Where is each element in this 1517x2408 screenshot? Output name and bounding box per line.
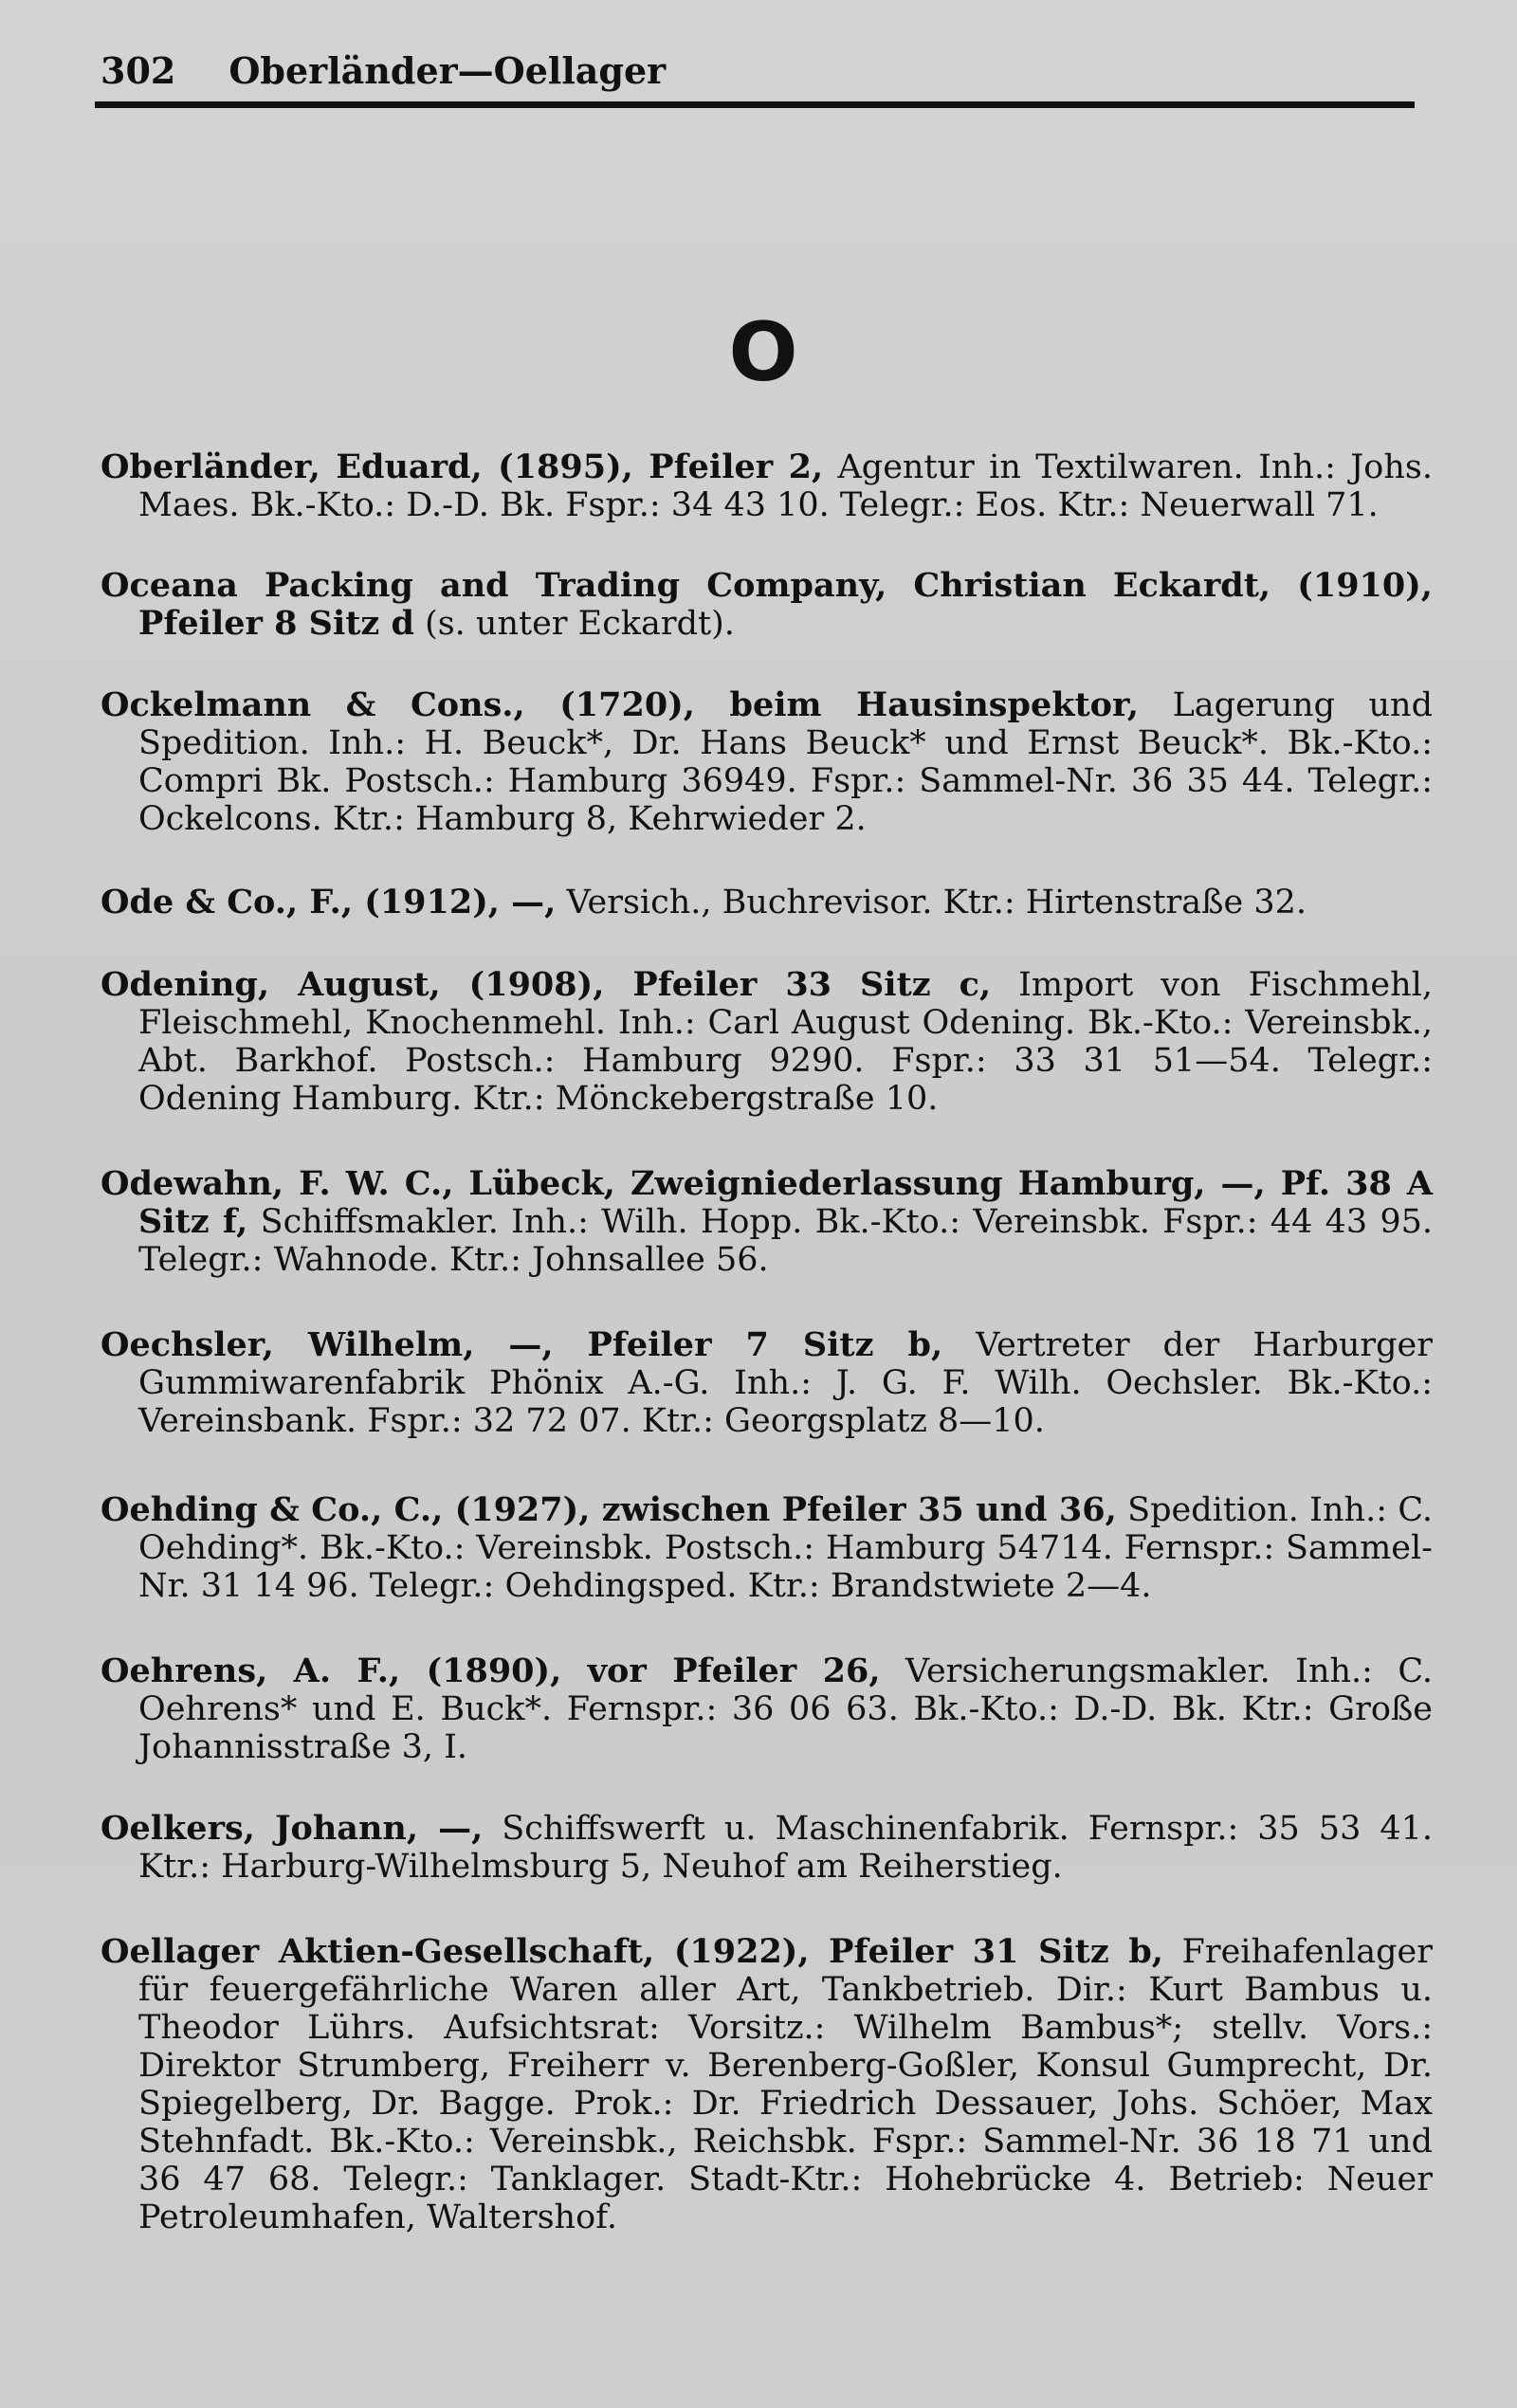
entry-name: Oechsler, Wilhelm, —, Pfeiler 7 Sitz b, bbox=[101, 1325, 943, 1364]
header-rule bbox=[95, 101, 1415, 108]
page-header bbox=[95, 49, 1432, 92]
directory-entry bbox=[101, 1810, 1433, 1886]
directory-entry bbox=[101, 1326, 1433, 1440]
entry-text: Versicherungsmakler. Inh.: C. Oehrens* und E. Buck*. Fernspr.: 36 06 63. Bk.-Kto.: D.-D. Bk. Ktr.: Große Johannisstraße 3, I. bbox=[138, 1652, 1433, 1766]
entry-name: Ode & Co., F., (1912), —, bbox=[101, 883, 557, 921]
directory-entry bbox=[101, 1933, 1433, 2236]
directory-entry bbox=[101, 884, 1433, 921]
entry-text: Schiffsmakler. Inh.: Wilh. Hopp. Bk.-Kto.: Vereinsbk. Fspr.: 44 43 95. Telegr.: Wahnode. Ktr.: Johnsallee 56. bbox=[138, 1203, 1433, 1279]
entry-list bbox=[101, 448, 1433, 2236]
entry-text: Versich., Buchrevisor. Ktr.: Hirtenstraße 32. bbox=[556, 884, 1307, 921]
entry-text: Import von Fischmehl, Fleischmehl, Knochenmehl. Inh.: Carl August Odening. Bk.-Kto.: Vereinsbk., Abt. Barkhof. Postsch.: Hamburg 9290. Fspr.: 33 31 51—54. Telegr.: Odening Hamburg. Ktr.: Mönckebergstraße 10. bbox=[138, 966, 1433, 1118]
entry-name: Oberländer, Eduard, (1895), Pfeiler 2, bbox=[101, 447, 824, 486]
entry-text: Freihafenlager für feuergefährliche Waren aller Art, Tankbetrieb. Dir.: Kurt Bambus u. Theodor Lührs. Aufsichtsrat: Vorsitz.: Wilhelm Bambus*; stellv. Vors.: Direktor Strumberg, Freiherr v. Berenberg-Goßler, Konsul Gumprecht, Dr. Spiegelberg, Dr. Bagge. Prok.: Dr. Friedrich Dessauer, Johs. Schöer, Max Stehnfadt. Bk.-Kto.: Vereinsbk., Reichsbk. Fspr.: Sammel-Nr. 36 18 71 und 36 47 68. Telegr.: Tanklager. Stadt-Ktr.: Hohebrücke 4. Betrieb: Neuer Petroleumhafen, Waltershof. bbox=[138, 1933, 1433, 2236]
section-letter: O bbox=[728, 305, 798, 400]
directory-entry bbox=[101, 448, 1433, 524]
entry-text: Lagerung und Spedition. Inh.: H. Beuck*, Dr. Hans Beuck* und Ernst Beuck*. Bk.-Kto.: Compri Bk. Postsch.: Hamburg 36949. Fspr.: Sammel-Nr. 36 35 44. Telegr.: Ockelcons. Ktr.: Hamburg 8, Kehrwieder 2. bbox=[138, 686, 1433, 838]
entry-name: Oceana Packing and Trading Company, Christian Eckardt, (1910), Pfeiler 8 Sitz d bbox=[101, 566, 1433, 643]
entry-text: Agentur in Textilwaren. Inh.: Johs. Maes. Bk.-Kto.: D.-D. Bk. Fspr.: 34 43 10. Telegr.: Eos. Ktr.: Neuerwall 71. bbox=[138, 448, 1433, 524]
entry-text: Schiffswerft u. Maschinenfabrik. Fernspr.: 35 53 41. Ktr.: Harburg-Wilhelmsburg 5, Neuhof am Reiherstieg. bbox=[138, 1810, 1433, 1886]
directory-entry bbox=[101, 1491, 1433, 1605]
entry-text: Vertreter der Harburger Gummiwarenfabrik Phönix A.-G. Inh.: J. G. F. Wilh. Oechsler. Bk.-Kto.: Vereinsbank. Fspr.: 32 72 07. Ktr.: Georgsplatz 8—10. bbox=[138, 1326, 1433, 1440]
entry-name: Odening, August, (1908), Pfeiler 33 Sitz c, bbox=[101, 965, 992, 1004]
entry-name: Odewahn, F. W. C., Lübeck, Zweigniederlassung Hamburg, —, Pf. 38 A Sitz f, bbox=[101, 1164, 1433, 1241]
entry-name: Oehrens, A. F., (1890), vor Pfeiler 26, bbox=[101, 1651, 881, 1690]
entry-name: Oelkers, Johann, —, bbox=[101, 1809, 484, 1848]
entry-name: Oehding & Co., C., (1927), zwischen Pfeiler 35 und 36, bbox=[101, 1490, 1117, 1529]
page-number: 302 bbox=[101, 49, 176, 92]
directory-entry bbox=[101, 1652, 1433, 1766]
directory-entry bbox=[101, 966, 1433, 1118]
directory-entry bbox=[101, 686, 1433, 838]
directory-entry bbox=[101, 1165, 1433, 1279]
entry-text: (s. unter Eckardt). bbox=[413, 605, 735, 643]
entry-name: Oellager Aktien-Gesellschaft, (1922), Pfeiler 31 Sitz b, bbox=[101, 1932, 1163, 1971]
entry-name: Ockelmann & Cons., (1720), beim Hausinspektor, bbox=[101, 685, 1140, 724]
entry-text: Spedition. Inh.: C. Oehding*. Bk.-Kto.: Vereinsbk. Postsch.: Hamburg 54714. Fernspr.: Sammel-Nr. 31 14 96. Telegr.: Oehdingsped. Ktr.: Brandstwiete 2—4. bbox=[138, 1491, 1433, 1605]
directory-entry bbox=[101, 567, 1433, 643]
running-title: Oberländer—Oellager bbox=[228, 49, 667, 92]
